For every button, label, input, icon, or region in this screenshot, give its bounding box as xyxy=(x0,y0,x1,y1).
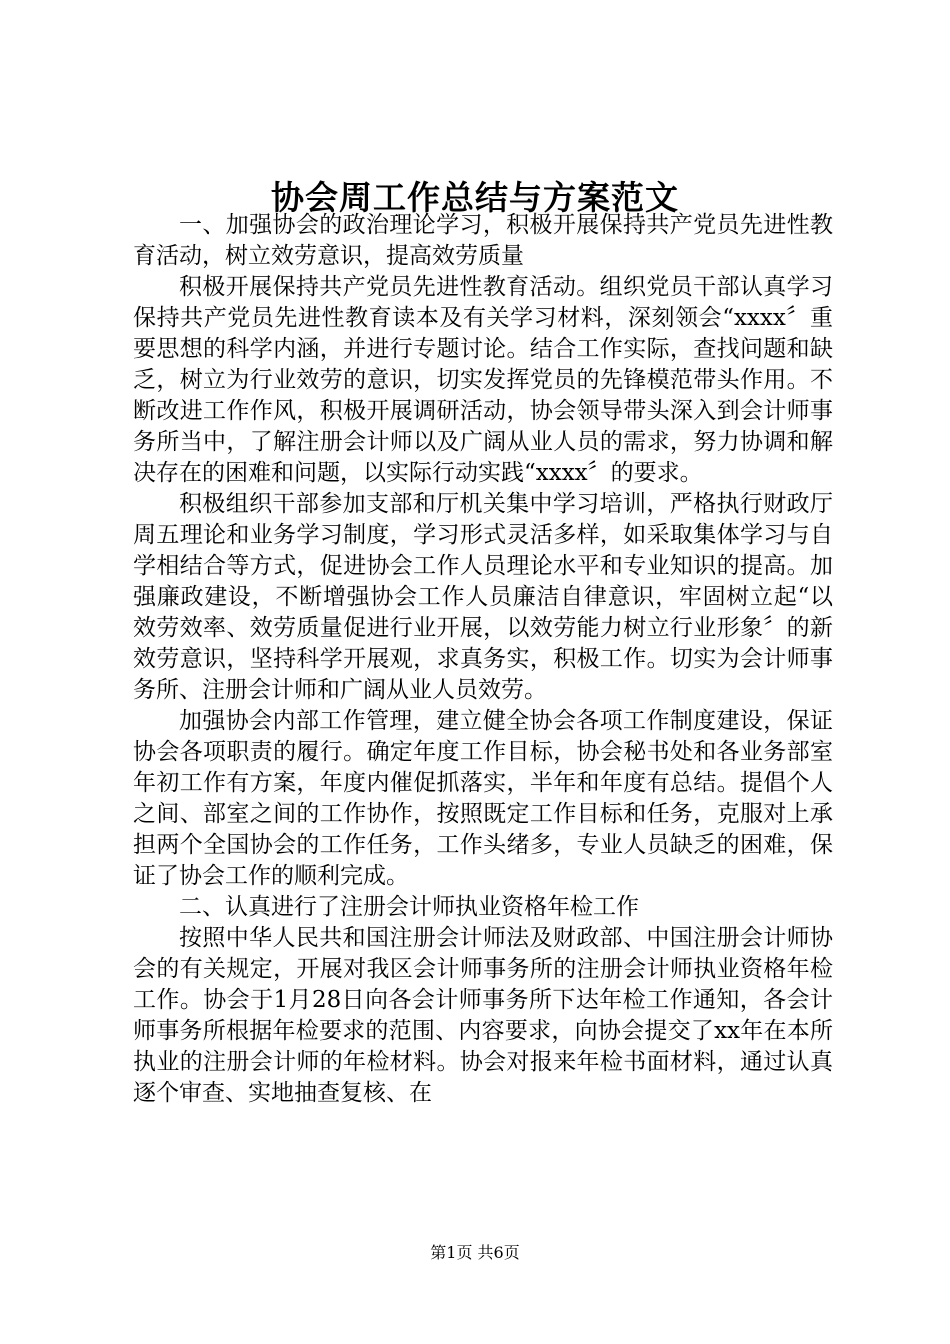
section-heading-1: 一、加强协会的政治理论学习，积极开展保持共产党员先进性教育活动，树立效劳意识，提高效劳质量 xyxy=(133,212,833,269)
paragraph-4: 按照中华人民共和国注册会计师法及财政部、中国注册会计师协会的有关规定，开展对我区会计师事务所的注册会计师执业资格年检工作。协会于1月28日向各会计师事务所下达年检工作通知，各会计师事务所根据年检要求的范围、内容要求，向协会提交了xx年在本所执业的注册会计师的年检材料。协会对报来年检书面材料，通过认真逐个审查、实地抽查复核、在 xyxy=(133,925,833,1106)
paragraph-1: 积极开展保持共产党员先进性教育活动。组织党员干部认真学习保持共产党员先进性教育读本及有关学习材料，深刻领会“xxxx〞重要思想的科学内涵，并进行专题讨论。结合工作实际，查找问题和缺乏，树立为行业效劳的意识，切实发挥党员的先锋模范带头作用。不断改进工作作风，积极开展调研活动，协会领导带头深入到会计师事务所当中，了解注册会计师以及广阔从业人员的需求，努力协调和解决存在的困难和问题，以实际行动实践“xxxx〞的要求。 xyxy=(133,274,833,486)
document-title: 协会周工作总结与方案范文 xyxy=(271,178,679,217)
section-heading-2: 二、认真进行了注册会计师执业资格年检工作 xyxy=(179,894,639,920)
paragraph-2: 积极组织干部参加支部和厅机关集中学习培训，严格执行财政厅周五理论和业务学习制度，学习形式灵活多样，如采取集体学习与自学相结合等方式，促进协会工作人员理论水平和专业知识的提高。加强廉政建设，不断增强协会工作人员廉洁自律意识，牢固树立起“以效劳效率、效劳质量促进行业开展，以效劳能力树立行业形象〞的新效劳意识，坚持科学开展观，求真务实，积极工作。切实为会计师事务所、注册会计师和广阔从业人员效劳。 xyxy=(133,491,833,703)
document-body xyxy=(133,210,833,1109)
page-footer: 第1页 共6页 xyxy=(430,1243,520,1262)
paragraph-3: 加强协会内部工作管理，建立健全协会各项工作制度建设，保证协会各项职责的履行。确定年度工作目标，协会秘书处和各业务部室年初工作有方案，年度内催促抓落实，半年和年度有总结。提倡个人之间、部室之间的工作协作，按照既定工作目标和任务，克服对上承担两个全国协会的工作任务，工作头绪多，专业人员缺乏的困难，保证了协会工作的顺利完成。 xyxy=(133,708,833,889)
